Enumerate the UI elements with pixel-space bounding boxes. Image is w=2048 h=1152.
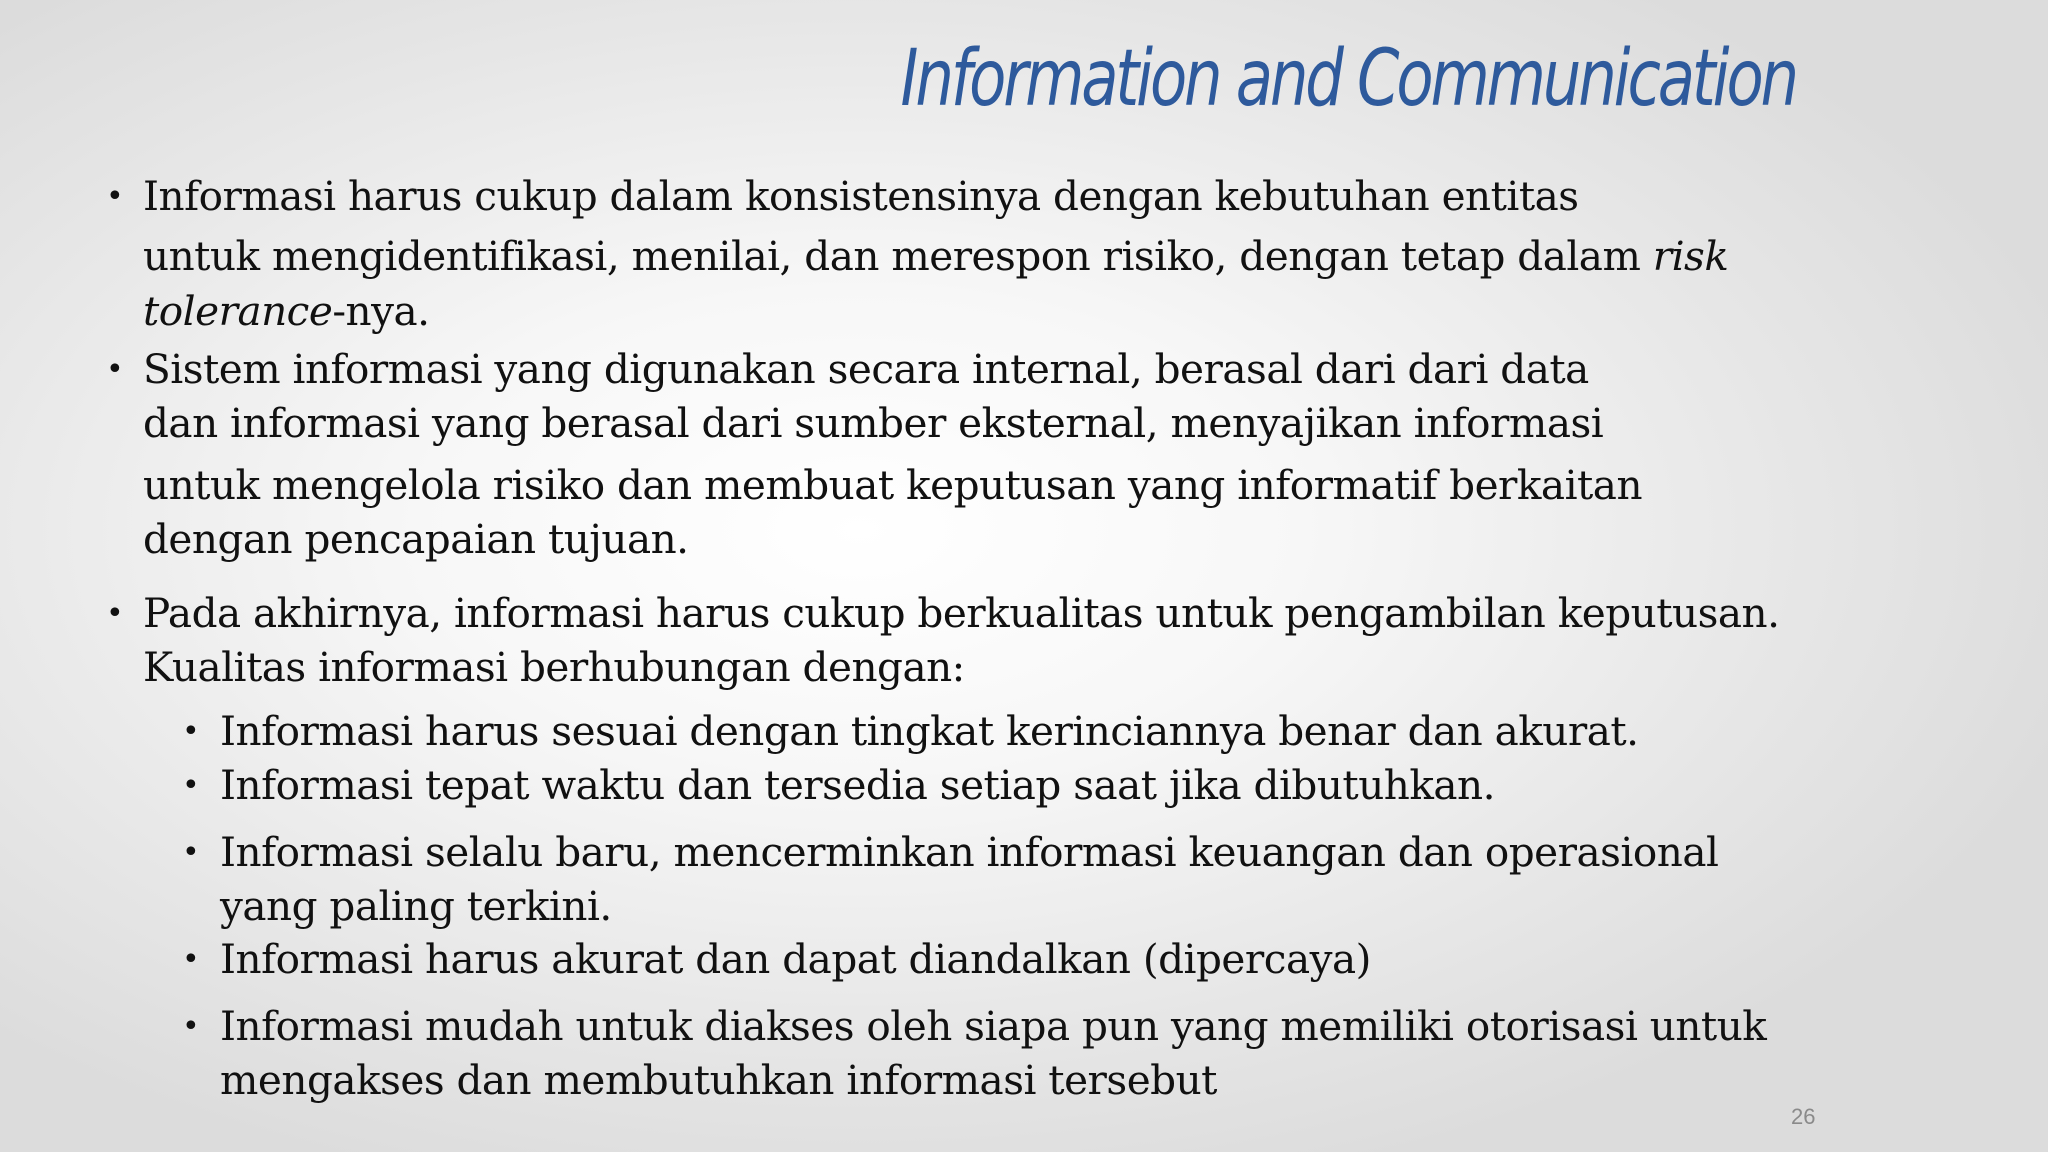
bullet-1-italic-tolerance: tolerance — [143, 287, 333, 335]
sub-bullet-marker: • — [182, 942, 200, 977]
sub-bullet-marker: • — [182, 1009, 200, 1044]
bullet-2-line-4: dengan pencapaian tujuan. — [143, 515, 689, 563]
sub-bullet-1-line-1: Informasi harus sesuai dengan tingkat kerinciannya benar dan akurat. — [220, 707, 1639, 755]
bullet-3-line-1: Pada akhirnya, informasi harus cukup berkualitas untuk pengambilan keputusan. — [143, 589, 1780, 637]
slide-title: Information and Communication — [900, 34, 1796, 124]
bullet-1-line-2 — [143, 232, 1729, 280]
bullet-marker: • — [106, 596, 124, 631]
bullet-1-line-3 — [143, 287, 430, 335]
sub-bullet-5-line-1: Informasi mudah untuk diakses oleh siapa pun yang memiliki otorisasi untuk — [220, 1002, 1767, 1050]
bullet-1-italic-risk: risk — [1652, 232, 1729, 280]
bullet-marker: • — [106, 352, 124, 387]
sub-bullet-marker: • — [182, 835, 200, 870]
sub-bullet-5-line-2: mengakses dan membutuhkan informasi tersebut — [220, 1056, 1217, 1104]
bullet-marker: • — [106, 179, 124, 214]
bullet-2-line-3: untuk mengelola risiko dan membuat keputusan yang informatif berkaitan — [143, 461, 1643, 509]
sub-bullet-2-line-1: Informasi tepat waktu dan tersedia setiap saat jika dibutuhkan. — [220, 761, 1496, 809]
sub-bullet-marker: • — [182, 768, 200, 803]
bullet-1-line-2-text: untuk mengidentifikasi, menilai, dan merespon risiko, dengan tetap dalam — [143, 232, 1653, 280]
page-number: 26 — [1791, 1104, 1816, 1129]
bullet-1-line-3-text: -nya. — [332, 287, 430, 335]
bullet-2-line-2: dan informasi yang berasal dari sumber eksternal, menyajikan informasi — [143, 399, 1604, 447]
sub-bullet-3-line-1: Informasi selalu baru, mencerminkan informasi keuangan dan operasional — [220, 828, 1719, 876]
bullet-1-line-1: Informasi harus cukup dalam konsistensinya dengan kebutuhan entitas — [143, 172, 1579, 220]
sub-bullet-3-line-2: yang paling terkini. — [220, 882, 612, 930]
sub-bullet-marker: • — [182, 714, 200, 749]
bullet-2-line-1: Sistem informasi yang digunakan secara internal, berasal dari dari data — [143, 345, 1589, 393]
bullet-3-line-2: Kualitas informasi berhubungan dengan: — [143, 643, 965, 691]
sub-bullet-4-line-1: Informasi harus akurat dan dapat diandalkan (dipercaya) — [220, 935, 1371, 983]
